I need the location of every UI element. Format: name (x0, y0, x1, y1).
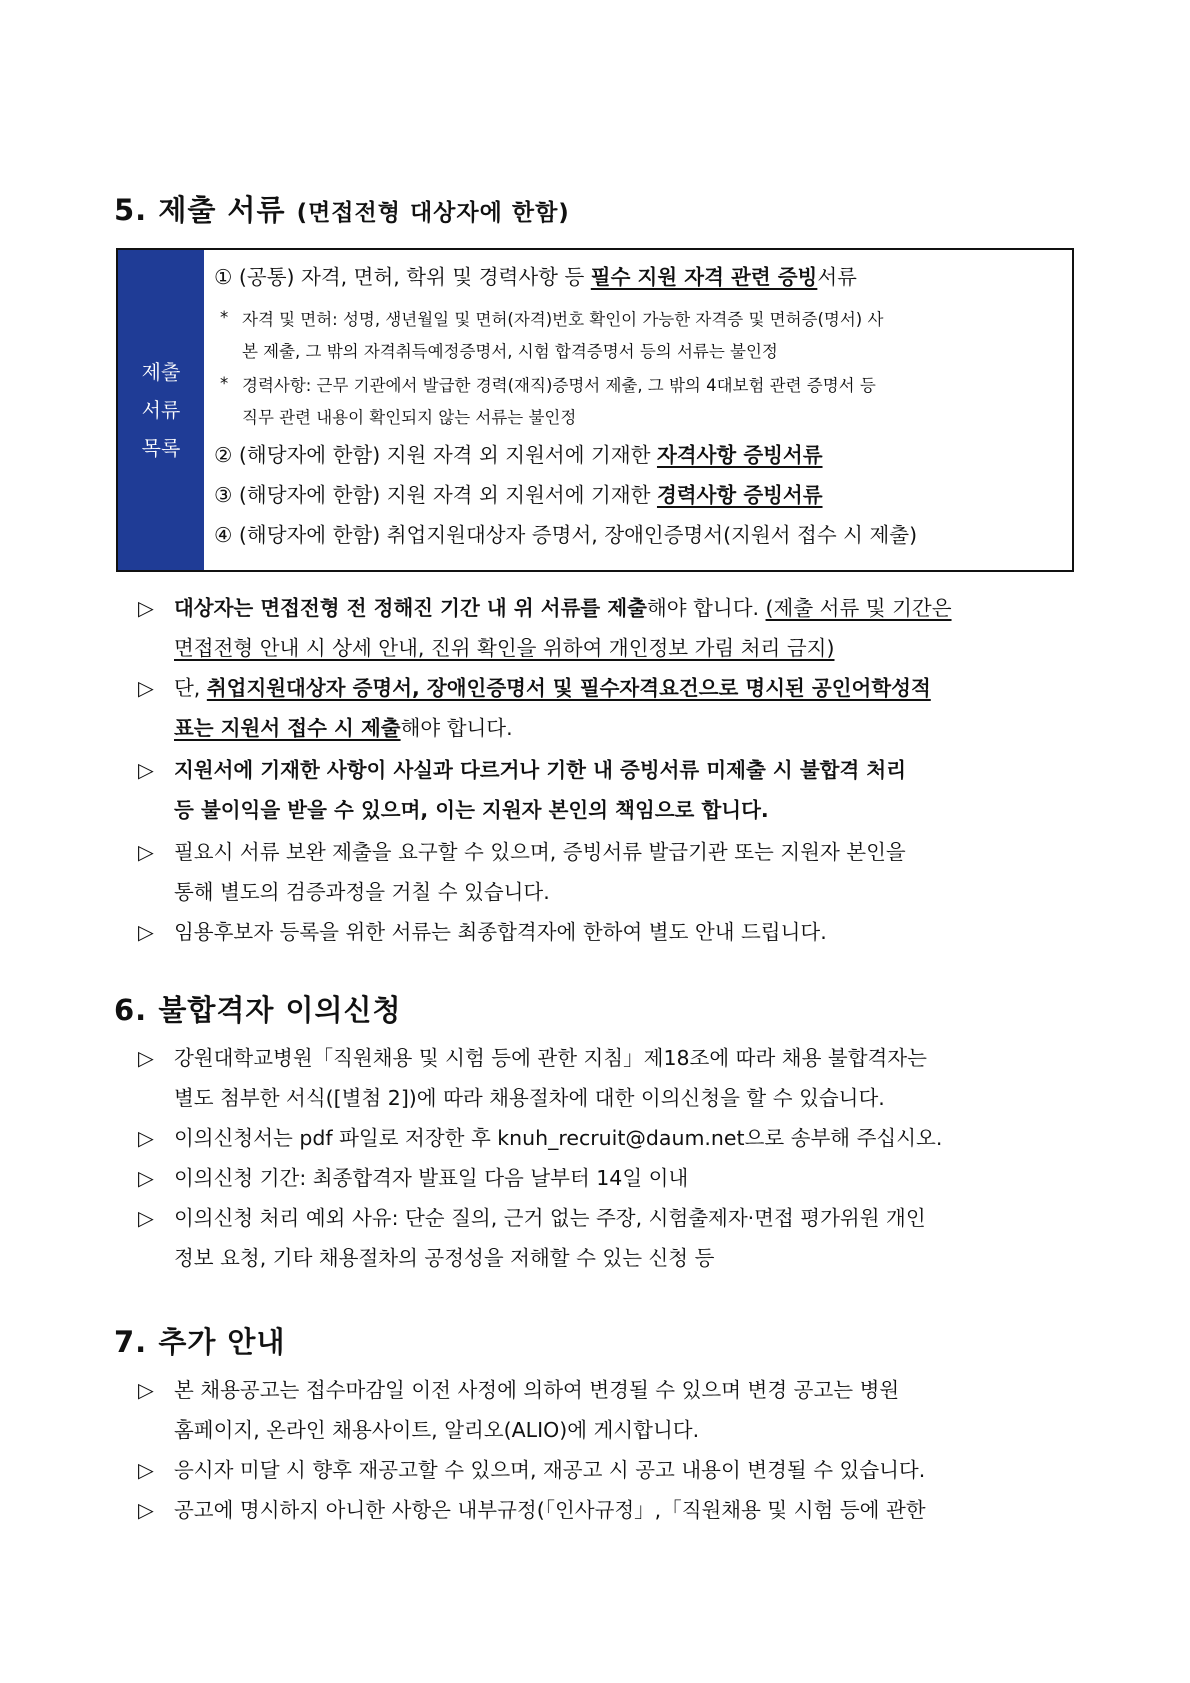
bullet-marker: ▷ (138, 840, 154, 864)
box-note-2-star: * (220, 374, 229, 393)
box-label-line-2: 서류 (141, 398, 181, 422)
bullet-marker: ▷ (138, 1166, 154, 1190)
box-label (118, 250, 204, 570)
box-label-line-3: 목록 (141, 436, 181, 460)
section-5-heading (114, 188, 570, 229)
s6-b1-line-1: 강원대학교병원「직원채용 및 시험 등에 관한 지침」제18조에 따라 채용 불합격자는 (174, 1046, 927, 1070)
s5-bullet-3 (138, 750, 1088, 830)
s5-b4-line-2: 통해 별도의 검증과정을 거칠 수 있습니다. (174, 880, 550, 904)
box-note-2-line-2: 직무 관련 내용이 확인되지 않는 서류는 불인정 (242, 408, 577, 427)
box-item-1-text: ① (공통) 자격, 면허, 학위 및 경력사항 등 (214, 265, 591, 289)
s5-bullet-1 (138, 588, 1088, 668)
s5-b3-line-1: 지원서에 기재한 사항이 사실과 다르거나 기한 내 증빙서류 미제출 시 불합격 처리 (174, 758, 907, 782)
box-item-4: ④ (해당자에 한함) 취업지원대상자 증명서, 장애인증명서(지원서 접수 시 제출) (214, 523, 918, 547)
s5-b2-emphasis-cont: 표는 지원서 접수 시 제출 (174, 716, 401, 740)
box-note-1-line-2: 본 제출, 그 밖의 자격취득예정증명서, 시험 합격증명서 등의 서류는 불인정 (242, 342, 778, 361)
s6-b4-line-2: 정보 요청, 기타 채용절차의 공정성을 저해할 수 있는 신청 등 (174, 1246, 715, 1270)
s5-b2-prefix: 단, (174, 676, 207, 700)
box-item-2-emphasis: 자격사항 증빙서류 (656, 443, 823, 467)
section-6-number: 6. (114, 993, 148, 1027)
s7-bullet-2 (138, 1450, 1088, 1490)
s6-bullet-3 (138, 1158, 1088, 1198)
s6-bullet-2 (138, 1118, 1088, 1158)
s5-b1-underlined: (제출 서류 및 기간은 (765, 596, 952, 620)
section-7-title: 추가 안내 (158, 1325, 286, 1359)
section-7-heading (114, 1320, 285, 1361)
box-item-3-emphasis: 경력사항 증빙서류 (656, 483, 823, 507)
box-content (214, 250, 1062, 570)
section-7-number: 7. (114, 1325, 148, 1359)
s5-b2-emphasis: 취업지원대상자 증명서, 장애인증명서 및 필수자격요건으로 명시된 공인어학성적 (206, 676, 931, 700)
bullet-marker: ▷ (138, 1126, 154, 1150)
box-note-2-line-1: 경력사항: 근무 기관에서 발급한 경력(재직)증명서 제출, 그 밖의 4대보험 관련 증명서 등 (242, 376, 876, 395)
s7-bullet-1 (138, 1370, 1088, 1450)
box-item-3 (214, 478, 1062, 508)
submission-documents-box (116, 248, 1074, 572)
section-5-subtitle: (면접전형 대상자에 한함) (296, 200, 570, 226)
box-note-1-star: * (220, 308, 229, 327)
s5-bullet-5 (138, 912, 1088, 952)
bullet-marker: ▷ (138, 1206, 154, 1230)
section-6-heading (114, 988, 402, 1029)
bullet-marker: ▷ (138, 1046, 154, 1070)
s7-b3-line-1: 공고에 명시하지 아니한 사항은 내부규정(「인사규정」,「직원채용 및 시험 등에 관한 (174, 1498, 926, 1522)
s7-bullet-3 (138, 1490, 1088, 1530)
box-item-3-text: ③ (해당자에 한함) 지원 자격 외 지원서에 기재한 (214, 483, 657, 507)
s7-b1-line-1: 본 채용공고는 접수마감일 이전 사정에 의하여 변경될 수 있으며 변경 공고는 병원 (174, 1378, 900, 1402)
box-item-1-emphasis: 필수 지원 자격 관련 증빙 (590, 265, 818, 289)
bullet-marker: ▷ (138, 1378, 154, 1402)
s6-b1-line-2: 별도 첨부한 서식([별첨 2])에 따라 채용절차에 대한 이의신청을 할 수 있습니다. (174, 1086, 885, 1110)
box-label-line-1: 제출 (141, 360, 181, 384)
section-6-title: 불합격자 이의신청 (158, 993, 402, 1027)
box-note-1-line-1: 자격 및 면허: 성명, 생년월일 및 면허(자격)번호 확인이 가능한 자격증 및 면허증(명서) 사 (242, 310, 884, 329)
s5-bullet-4 (138, 832, 1088, 912)
section-5-title: 제출 서류 (158, 193, 286, 227)
s7-b2-line-1: 응시자 미달 시 향후 재공고할 수 있으며, 재공고 시 공고 내용이 변경될 수 있습니다. (174, 1458, 926, 1482)
bullet-marker: ▷ (138, 1458, 154, 1482)
box-item-2 (214, 438, 1062, 468)
s6-b4-line-1: 이의신청 처리 예외 사유: 단순 질의, 근거 없는 주장, 시험출제자·면접 평가위원 개인 (174, 1206, 926, 1230)
s7-b1-line-2: 홈페이지, 온라인 채용사이트, 알리오(ALIO)에 게시합니다. (174, 1418, 700, 1442)
box-item-1-suffix: 서류 (817, 265, 857, 289)
s6-bullet-1 (138, 1038, 1088, 1118)
s5-b3-line-2: 등 불이익을 받을 수 있으며, 이는 지원자 본인의 책임으로 합니다. (174, 798, 769, 822)
bullet-marker: ▷ (138, 920, 154, 944)
s5-b5-line-1: 임용후보자 등록을 위한 서류는 최종합격자에 한하여 별도 안내 드립니다. (174, 920, 827, 944)
s6-b3-line-1: 이의신청 기간: 최종합격자 발표일 다음 날부터 14일 이내 (174, 1166, 689, 1190)
bullet-marker: ▷ (138, 596, 154, 620)
s5-b1-normal: 해야 합니다. (646, 596, 766, 620)
bullet-marker: ▷ (138, 758, 154, 782)
bullet-marker: ▷ (138, 676, 154, 700)
box-item-2-text: ② (해당자에 한함) 지원 자격 외 지원서에 기재한 (214, 443, 657, 467)
s5-b1-strong: 대상자는 면접전형 전 정해진 기간 내 위 서류를 제출 (174, 596, 647, 620)
box-item-1 (214, 260, 1062, 290)
s5-b4-line-1: 필요시 서류 보완 제출을 요구할 수 있으며, 증빙서류 발급기관 또는 지원자 본인을 (174, 840, 906, 864)
s6-bullet-4 (138, 1198, 1088, 1278)
s5-bullet-2 (138, 668, 1088, 748)
s6-b2-line-1: 이의신청서는 pdf 파일로 저장한 후 knuh_recruit@daum.net으로 송부해 주십시오. (174, 1126, 943, 1150)
bullet-marker: ▷ (138, 1498, 154, 1522)
section-5-number: 5. (114, 193, 148, 227)
s5-b2-suffix: 해야 합니다. (400, 716, 513, 740)
s5-b1-underlined-cont: 면접전형 안내 시 상세 안내, 진위 확인을 위하여 개인정보 가림 처리 금지) (174, 636, 835, 660)
